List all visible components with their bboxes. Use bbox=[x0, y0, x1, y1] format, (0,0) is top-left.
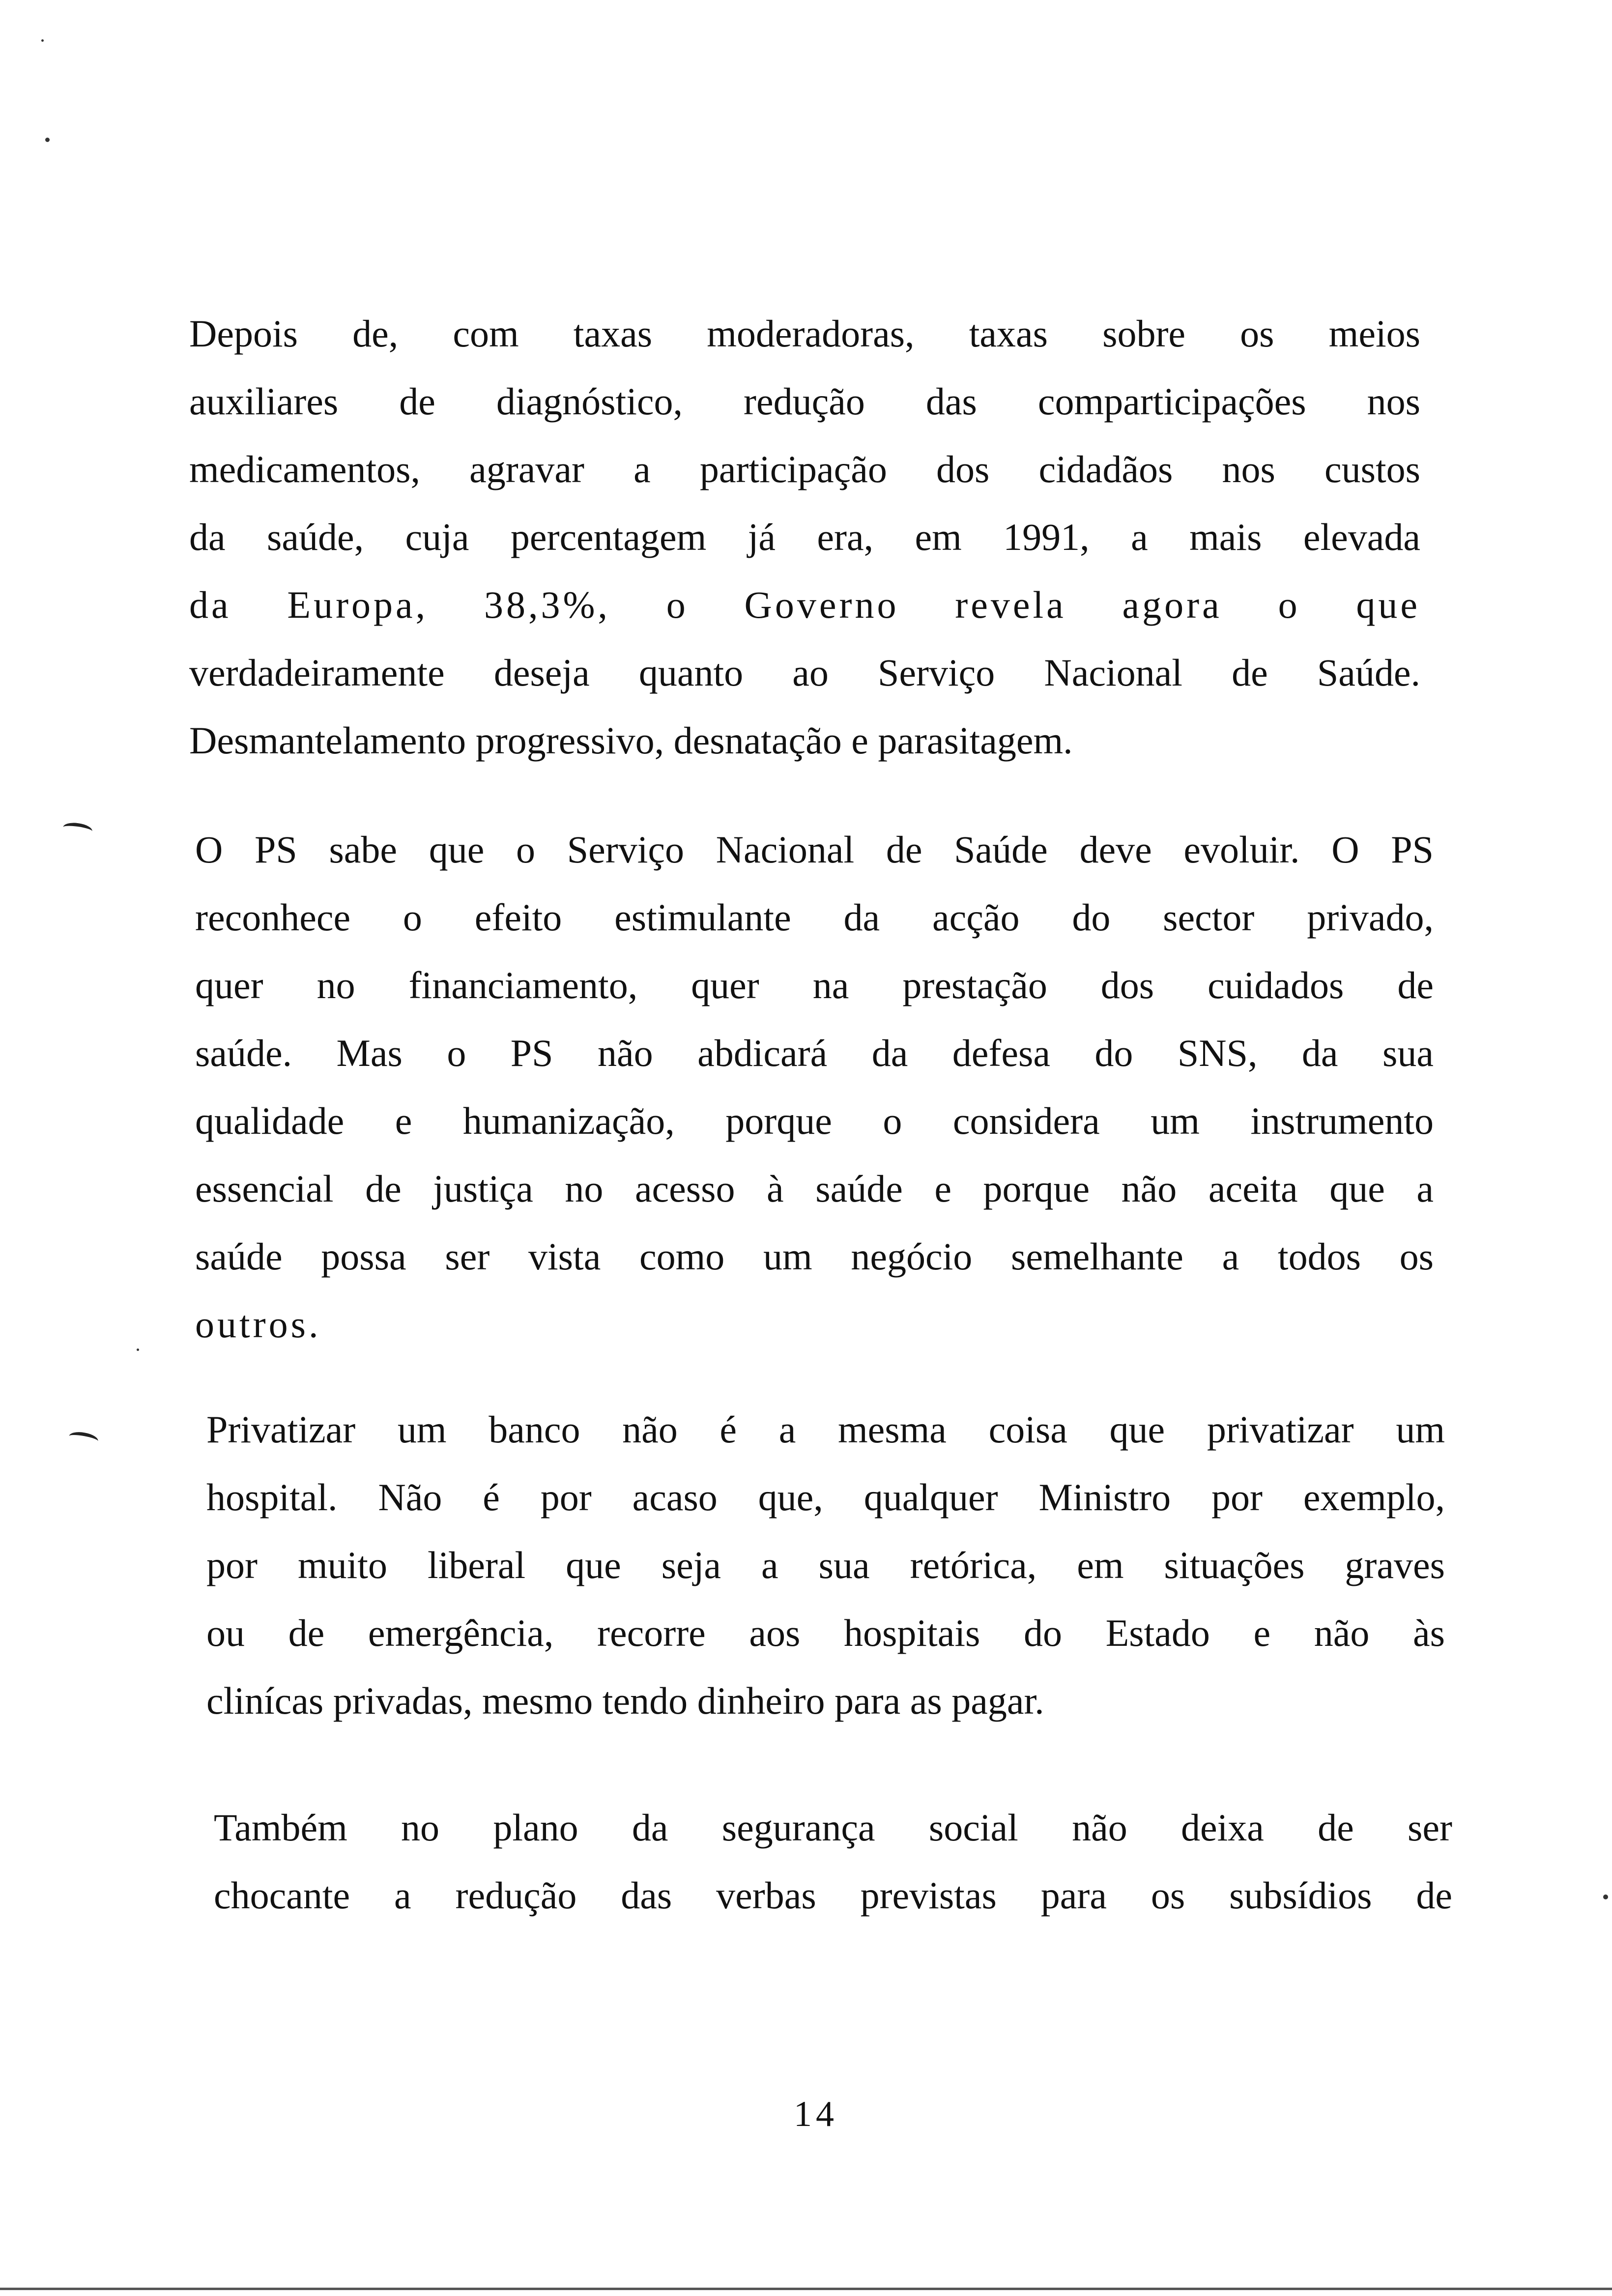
scan-speck bbox=[41, 39, 44, 42]
margin-mark bbox=[62, 821, 93, 837]
text-line: Também no plano da segurança social não deixa de ser bbox=[214, 1806, 1452, 1849]
page-number: 14 bbox=[794, 2094, 838, 2134]
text-line: hospital. Não é por acaso que, qualquer Ministro por exemplo, bbox=[206, 1476, 1445, 1519]
text-line: por muito liberal que seja a sua retórica, em situações graves bbox=[206, 1544, 1445, 1586]
text-line: reconhece o efeito estimulante da acção do sector privado, bbox=[195, 896, 1434, 939]
text-line: saúde possa ser vista como um negócio semelhante a todos os bbox=[195, 1235, 1434, 1278]
scan-speck bbox=[45, 138, 50, 142]
text-line: chocante a redução das verbas previstas para os subsídios de bbox=[214, 1874, 1452, 1917]
scan-speck bbox=[1603, 1894, 1608, 1899]
text-line: quer no financiamento, quer na prestação dos cuidados de bbox=[195, 964, 1434, 1006]
text-line: Desmantelamento progressivo, desnatação e parasitagem. bbox=[189, 719, 1073, 762]
margin-mark bbox=[68, 1430, 99, 1447]
text-line: da saúde, cuja percentagem já era, em 1991, a mais elevada bbox=[189, 516, 1420, 558]
scan-speck bbox=[137, 1349, 139, 1351]
text-line: Privatizar um banco não é a mesma coisa que privatizar um bbox=[206, 1408, 1445, 1451]
paragraph-privatization bbox=[206, 1396, 1445, 1735]
text-line: verdadeiramente deseja quanto ao Serviço Nacional de Saúde. bbox=[189, 651, 1420, 694]
text-line: medicamentos, agravar a participação dos cidadãos nos custos bbox=[189, 448, 1420, 490]
paragraph-ps-sns bbox=[195, 816, 1434, 1358]
text-line: da Europa, 38,3%, o Governo revela agora o que bbox=[189, 583, 1420, 626]
paragraph-health-costs bbox=[189, 300, 1420, 775]
text-line: Depois de, com taxas moderadoras, taxas sobre os meios bbox=[189, 312, 1420, 355]
text-line: auxiliares de diagnóstico, redução das comparticipações nos bbox=[189, 380, 1420, 423]
scan-bottom-edge bbox=[0, 2288, 1612, 2290]
text-line: saúde. Mas o PS não abdicará da defesa do SNS, da sua bbox=[195, 1032, 1434, 1074]
paragraph-social-security bbox=[214, 1794, 1452, 1929]
text-line: qualidade e humanização, porque o considera um instrumento bbox=[195, 1099, 1434, 1142]
text-line: O PS sabe que o Serviço Nacional de Saúde deve evoluir. O PS bbox=[195, 828, 1434, 871]
text-line: outros. bbox=[195, 1303, 321, 1346]
text-line: essencial de justiça no acesso à saúde e porque não aceita que a bbox=[195, 1167, 1434, 1210]
text-line: clinícas privadas, mesmo tendo dinheiro para as pagar. bbox=[206, 1679, 1044, 1722]
text-line: ou de emergência, recorre aos hospitais do Estado e não às bbox=[206, 1611, 1445, 1654]
